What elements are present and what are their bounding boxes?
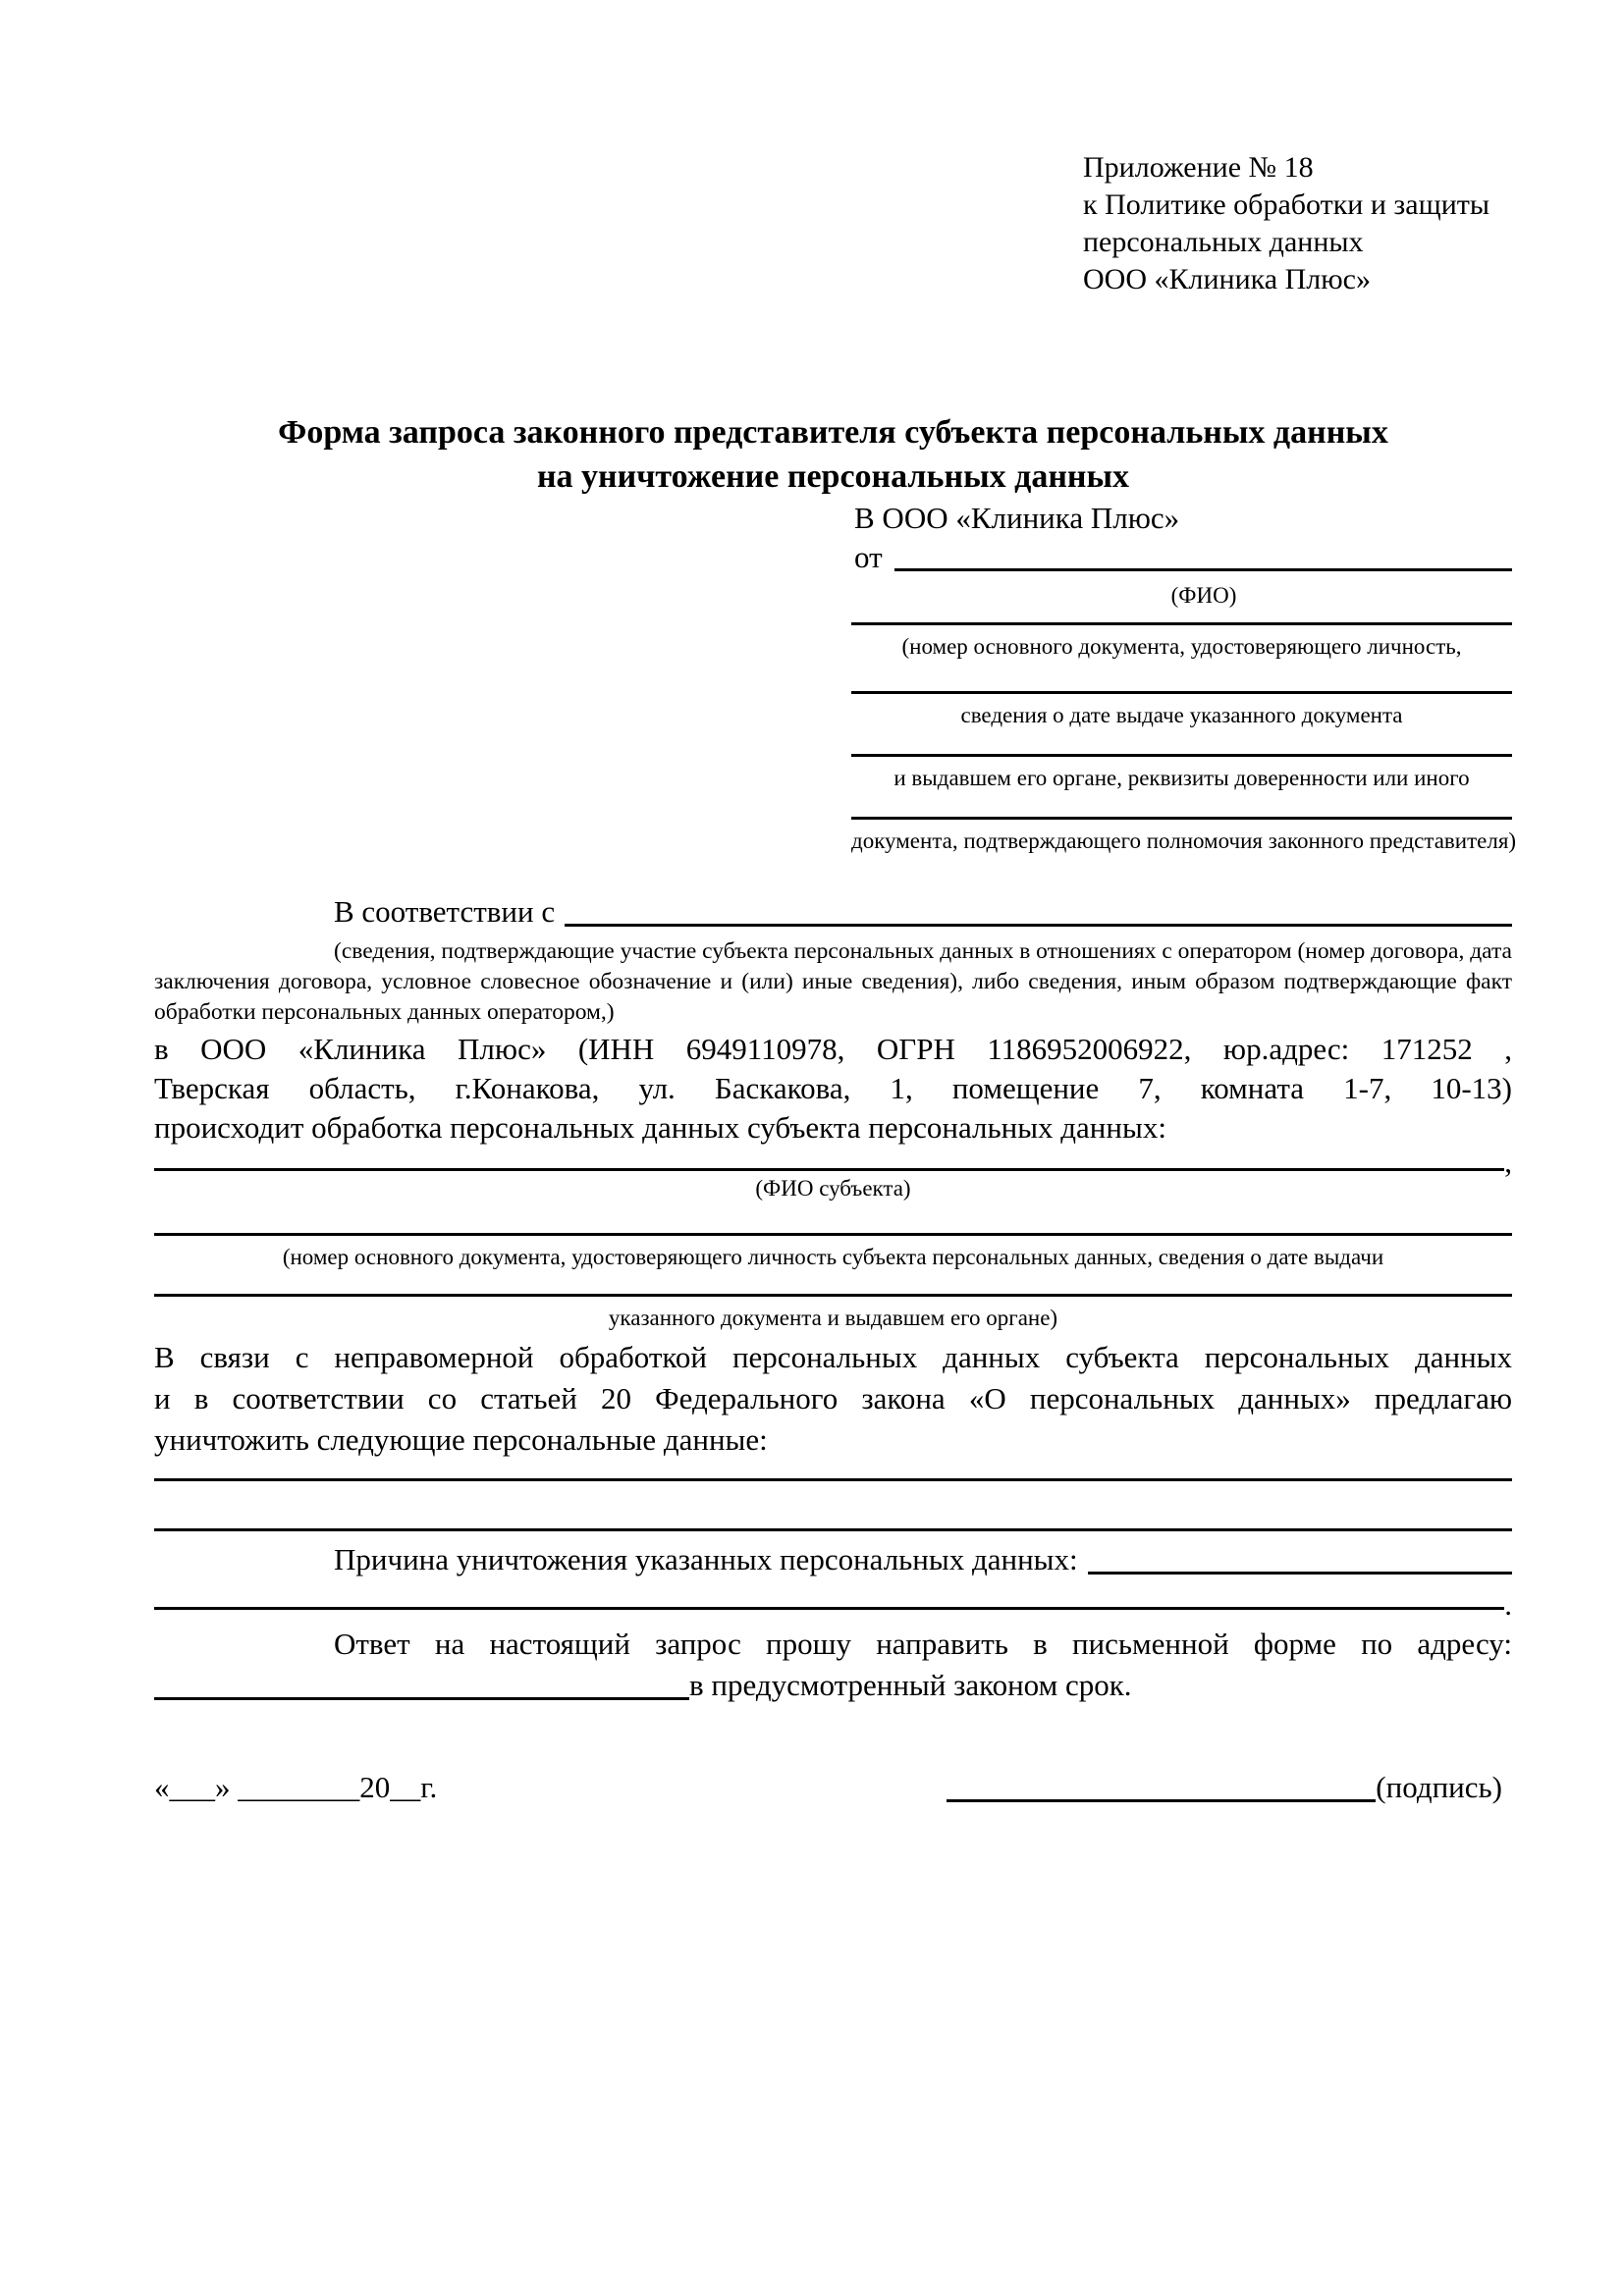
addressee-organization: В ООО «Клиника Плюс» xyxy=(854,501,1180,535)
rep-doc-caption-2: сведения о дате выдаче указанного документа xyxy=(960,703,1403,727)
subject-fio-caption: (ФИО субъекта) xyxy=(755,1176,911,1201)
rep-doc-row-3 xyxy=(851,754,1512,791)
document-title xyxy=(154,410,1512,499)
rep-doc-caption-3: и выдавшем его органе, реквизиты доверенности или иного xyxy=(893,766,1470,790)
footer-row xyxy=(154,1767,1512,1808)
operator-paragraph-line-3: происходит обработка персональных данных субъекта персональных данных: xyxy=(154,1110,1166,1145)
response-address-row xyxy=(154,1665,1512,1706)
signature-group xyxy=(947,1767,1502,1808)
subject-fio-trailing-comma: , xyxy=(1504,1145,1512,1179)
rep-doc-blank-line-4 xyxy=(851,817,1512,820)
rep-doc-blank-line-1 xyxy=(851,622,1512,625)
signature-caption: (подпись) xyxy=(1376,1770,1502,1804)
appendix-organization-line: ООО «Клиника Плюс» xyxy=(1083,263,1371,295)
rep-doc-row-4 xyxy=(851,817,1517,854)
accordance-caption-line-2: заключения договора, условное словесное обозначение и (или) иные сведения), либо сведения, иным образом подтверждающие факт xyxy=(154,969,1512,994)
signature-blank-line xyxy=(947,1799,1376,1802)
response-request-line: Ответ на настоящий запрос прошу направить в письменной форме по адресу: xyxy=(334,1627,1512,1661)
from-label: от xyxy=(854,540,883,574)
response-tail: в предусмотренный законом срок. xyxy=(689,1668,1132,1702)
subject-fio-blank-line xyxy=(154,1168,1504,1171)
operator-paragraph-line-1: в ООО «Клиника Плюс» (ИНН 6949110978, ОГРН 1186952006922, юр.адрес: 171252 , xyxy=(154,1032,1512,1066)
destruction-paragraph-line-1: В связи с неправомерной обработкой персональных данных субъекта персональных данных xyxy=(154,1340,1512,1374)
reason-label: Причина уничтожения указанных персональных данных: xyxy=(334,1542,1078,1576)
fio-blank-line xyxy=(894,568,1512,571)
reason-line-period: . xyxy=(1504,1587,1512,1622)
subject-doc-blank-line-1 xyxy=(154,1233,1512,1236)
reason-row xyxy=(154,1539,1512,1580)
destruction-paragraph-line-3: уничтожить следующие персональные данные: xyxy=(154,1422,768,1457)
appendix-policy-line: к Политике обработки и защиты xyxy=(1083,188,1490,221)
rep-doc-caption-1: (номер основного документа, удостоверяющего личность, xyxy=(901,634,1462,659)
date-field: «___» ________20__г. xyxy=(154,1770,438,1804)
accordance-blank-line xyxy=(565,924,1512,927)
rep-doc-blank-line-3 xyxy=(851,754,1512,757)
appendix-policy-line-2: персональных данных xyxy=(1083,226,1364,258)
accordance-caption-line-3: обработки персональных данных оператором,) xyxy=(154,999,615,1025)
subject-doc-caption-1: (номер основного документа, удостоверяющего личность субъекта персональных данных, сведения о дате выдачи xyxy=(282,1245,1384,1269)
destruction-paragraph-line-2: и в соответствии со статьей 20 Федерального закона «О персональных данных» предлагаю xyxy=(154,1381,1512,1415)
operator-paragraph-line-2: Тверская область, г.Конакова, ул. Баскакова, 1, помещение 7, комната 1-7, 10-13) xyxy=(154,1071,1512,1105)
destruction-data-blank-line-2 xyxy=(154,1528,1512,1531)
reason-row-2 xyxy=(154,1587,1512,1622)
response-address-blank-line xyxy=(154,1697,689,1700)
document-title-line-2: на уничтожение персональных данных xyxy=(536,458,1130,495)
reason-blank-line-2 xyxy=(154,1607,1504,1610)
reason-blank-line xyxy=(1088,1572,1512,1575)
accordance-caption xyxy=(154,936,1512,1028)
rep-doc-caption-4: документа, подтверждающего полномочия законного представителя) xyxy=(851,828,1517,853)
appendix-header-block xyxy=(1083,149,1512,298)
destruction-data-blank-line-1 xyxy=(154,1478,1512,1481)
appendix-number-line: Приложение № 18 xyxy=(1083,151,1314,184)
accordance-caption-line-1: (сведения, подтверждающие участие субъекта персональных данных в отношениях с оператором (номер договора, дата xyxy=(334,938,1512,964)
accordance-lead: В соответствии с xyxy=(334,894,556,929)
subject-doc-blank-line-2 xyxy=(154,1294,1512,1297)
document-title-line-1: Форма запроса законного представителя субъекта персональных данных xyxy=(278,414,1388,451)
fio-caption: (ФИО) xyxy=(1170,583,1237,608)
subject-fio-row xyxy=(154,1145,1512,1179)
destruction-paragraph xyxy=(154,1337,1512,1461)
operator-paragraph xyxy=(154,1030,1512,1148)
rep-doc-row-2 xyxy=(851,691,1512,728)
rep-doc-row-1 xyxy=(851,622,1512,660)
accordance-row xyxy=(154,891,1512,933)
from-row xyxy=(854,538,1512,577)
subject-doc-caption-2: указанного документа и выдавшем его органе) xyxy=(608,1306,1058,1330)
rep-doc-blank-line-2 xyxy=(851,691,1512,694)
